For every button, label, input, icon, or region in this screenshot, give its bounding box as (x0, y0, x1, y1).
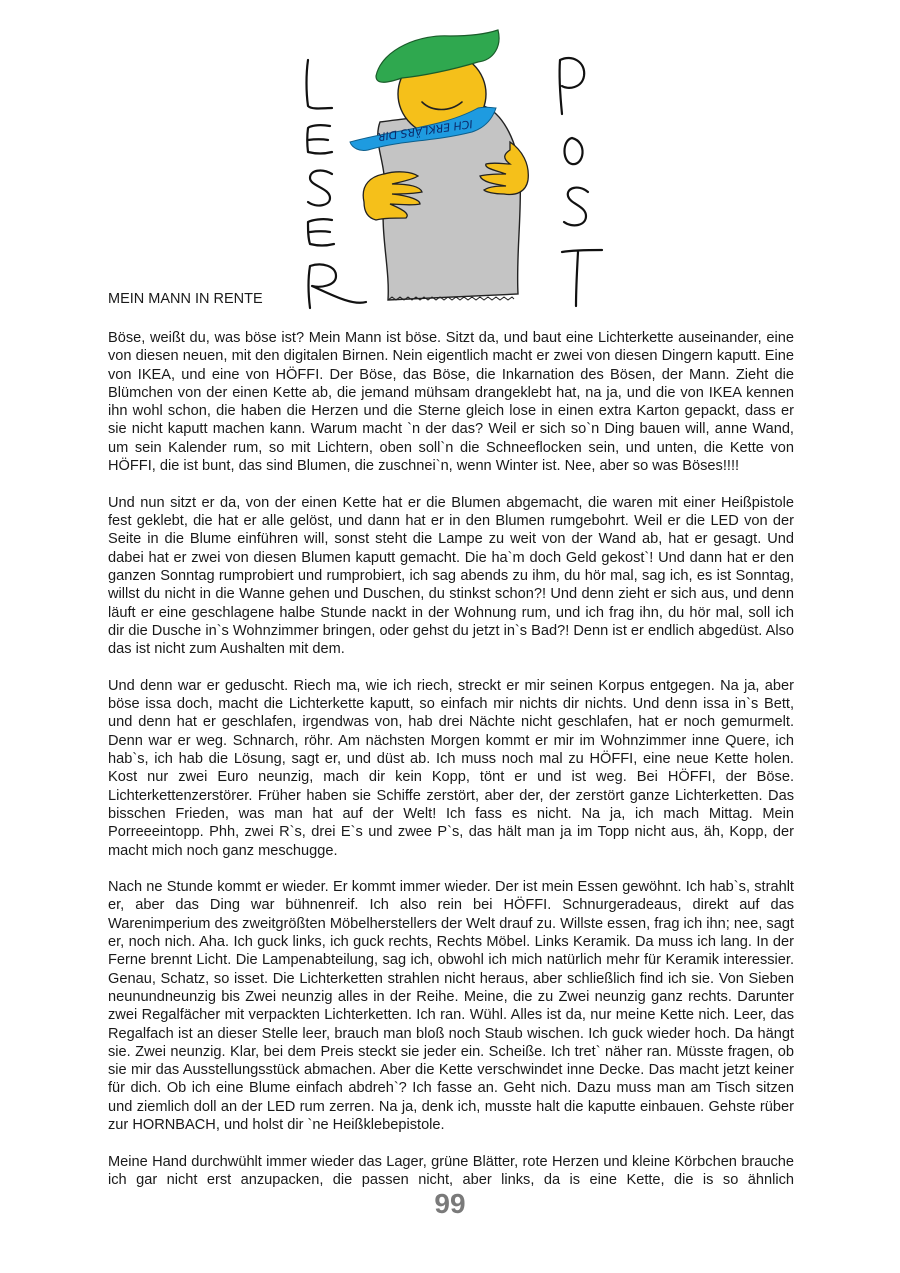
article-paragraph: Und denn war er geduscht. Riech ma, wie ich riech, streckt er mir seinen Korpus entgegen. Na ja, aber böse issa doch, macht die Lichterkette kaputt, so einfach mir nichts dir nichts. Und denn issa in`s Bett, und denn hat er geschlafen, irgendwas von, hab drei Nächte nicht geschlafen, hat er noch gemurmelt. Denn war er weg. Schnarch, röhr. Am nächsten Morgen kommt er mir im Wohnzimmer inne Quere, ich hab`s, ich hab die Lösung, sagt er, und düst ab. Ich muss noch mal zu HÖFFI, eine neue Kette holen. Kost nur zwei Euro neunzig, mach dir kein Kopp, tönt er und ist weg. Bei HÖFFI, der Böse. Lichterkettenzerstörer. Früher haben sie Schiffe zerstört, aber der, der zerstört ganze Lichterketten. Das bisschen Frieden, was man hat auf der Welt! Ich fass es nicht. Na ja, ich mach Mittag. Mein Porreeeintopp. Phh, zwei R`s, drei E`s und zwee P`s, das hält man ja im Topp nicht aus, äh, Kopp, der macht mich noch ganz meschugge. (108, 677, 794, 859)
page-number: 99 (434, 1188, 466, 1219)
article-paragraph: Nach ne Stunde kommt er wieder. Er kommt immer wieder. Der ist mein Essen gewöhnt. Ich hab`s, strahlt er, aber das Ding war bühnenreif. Ich also rein bei HÖFFI. Schnurgeradeaus, direkt auf das Warenimperium des zweitgrößten Möbelherstellers der Welt drauf zu. Willste essen, frag ich ihn; nee, sagt er, noch nich. Aha. Ich guck links, ich guck rechts, Rechts Möbel. Links Keramik. Da muss ich lang. In der Ferne brennt Licht. Die Lampenabteilung, sag ich, obwohl ich mich natürlich mehr für Keramik interessier. Genau, Schatz, so isset. Die Lichterketten strahlen nicht heraus, aber schließlich find ich sie. Von Sieben neunundneunzig bis Zwei neunzig alles in der Reihe. Meine, die zu Zwei neunzig ganz rechts. Darunter zwei Regalfächer mit verpackten Lichterketten. Ich ran. Wühl. Alles ist da, nur meine Kette nich. Leer, das Regalfach ist an dieser Stelle leer, brauch man bloß noch Staub wischen. Ich guck wieder hoch. Da hängt sie. Zwei neunzig. Klar, bei dem Preis steckt sie jeder ein. Scheiße. Ich tret` näher ran. Müsste fragen, ob sie mir das Ausstellungsstück abmachen. Aber die Kette verschwindet inne Decke. Das macht jetzt keiner für dich. Ob ich eine Blume einfach abdreh`? Ich fasse an. Geht nich. Dazu muss man am Tisch sitzen und ziemlich doll an der LED rum zerren. Na ja, denk ich, musste halt die kaputte einbauen. Gehste rüber zur HORNBACH, und holst dir `ne Heißklebepistole. (108, 879, 794, 1134)
article-paragraph: Böse, weißt du, was böse ist? Mein Mann ist böse. Sitzt da, und baut eine Lichterkette auseinander, eine von diesen neuen, mit den digitalen Birnen. Nein eigentlich macht er zwei von diesen Dingern kaputt. Eine von IKEA, und eine von HÖFFI. Der Böse, das Böse, die Inkarnation des Bösen, der Mann. Zieht die Blümchen von der einen Kette ab, die jemand mühsam drangeklebt hat, na ja, und die von IKEA kennen ihn wohl schon, die haben die Herzen und die Sterne gleich lose in einen extra Karton gepackt, dass er sie nicht kaputt machen kann. Warum macht `n der das? Weil er sich so`n Ding bauen will, anne Wand, um sein Kalender rum, so mit Lichtern, oben soll`n die Schneeflocken sein, und unten, die Kette von HÖFFI, die ist bunt, das sind Blumen, die zuschnei`n, wenn Winter ist. Nee, aber so was Böses!!!! (108, 330, 794, 475)
letter-e-2 (308, 219, 334, 245)
letter-t (562, 250, 602, 306)
letter-o (565, 138, 583, 164)
letter-l (307, 60, 333, 109)
article-paragraph: Meine Hand durchwühlt immer wieder das Lager, grüne Blätter, rote Herzen und kleine Körbchen brauche ich gar nicht erst anzupacken, die passen nicht, aber links, da is eine Kette, die is so ähnlich (108, 1153, 794, 1189)
article-paragraph: Und nun sitzt er da, von der einen Kette hat er die Blumen abgemacht, die waren mit einer Heißpistole fest geklebt, die hat er alle gelöst, und dann hat er in den Blumen rumgebohrt. Weil er die LED von der Seite in die Blume einführen will, sonst steht die Lampe zu weit von der Wand ab, hat er gesagt. Und dabei hat er zwei von diesen Blumen kaputt gemacht. Die ha`m doch Geld gekost`! Und dann hat er den ganzen Sonntag rumprobiert und rumprobiert, ich sag abends zu ihm, du hör mal, sag ich, es ist Sonntag, willst du nicht in die Wanne gehen und Duschen, du stinkst schon?! Und denn zieht er sich aus, und denn läuft er eine geschlagene halbe Stunde nackt in der Wohnung rum, und ich frag ihn, du hör mal, soll ich dir die Dusche in`s Wohnzimmer bringen, oder gehst du jetzt in`s Bad?! Denn ist er endlich abgedüst. Also das ist nicht zum Aushalten mit dem. (108, 494, 794, 658)
letter-r (309, 264, 367, 308)
letter-s (308, 171, 332, 206)
letter-e-1 (307, 125, 332, 153)
leser-lettering (307, 60, 367, 308)
letter-s-2 (564, 188, 588, 226)
post-lettering (560, 58, 602, 306)
banner-text: ICH ERKLÄRS DIR (376, 117, 474, 144)
article-title: MEIN MANN IN RENTE (108, 291, 263, 307)
article-body (108, 329, 794, 1208)
letter-p (560, 58, 585, 114)
leserpost-illustration (272, 24, 628, 316)
